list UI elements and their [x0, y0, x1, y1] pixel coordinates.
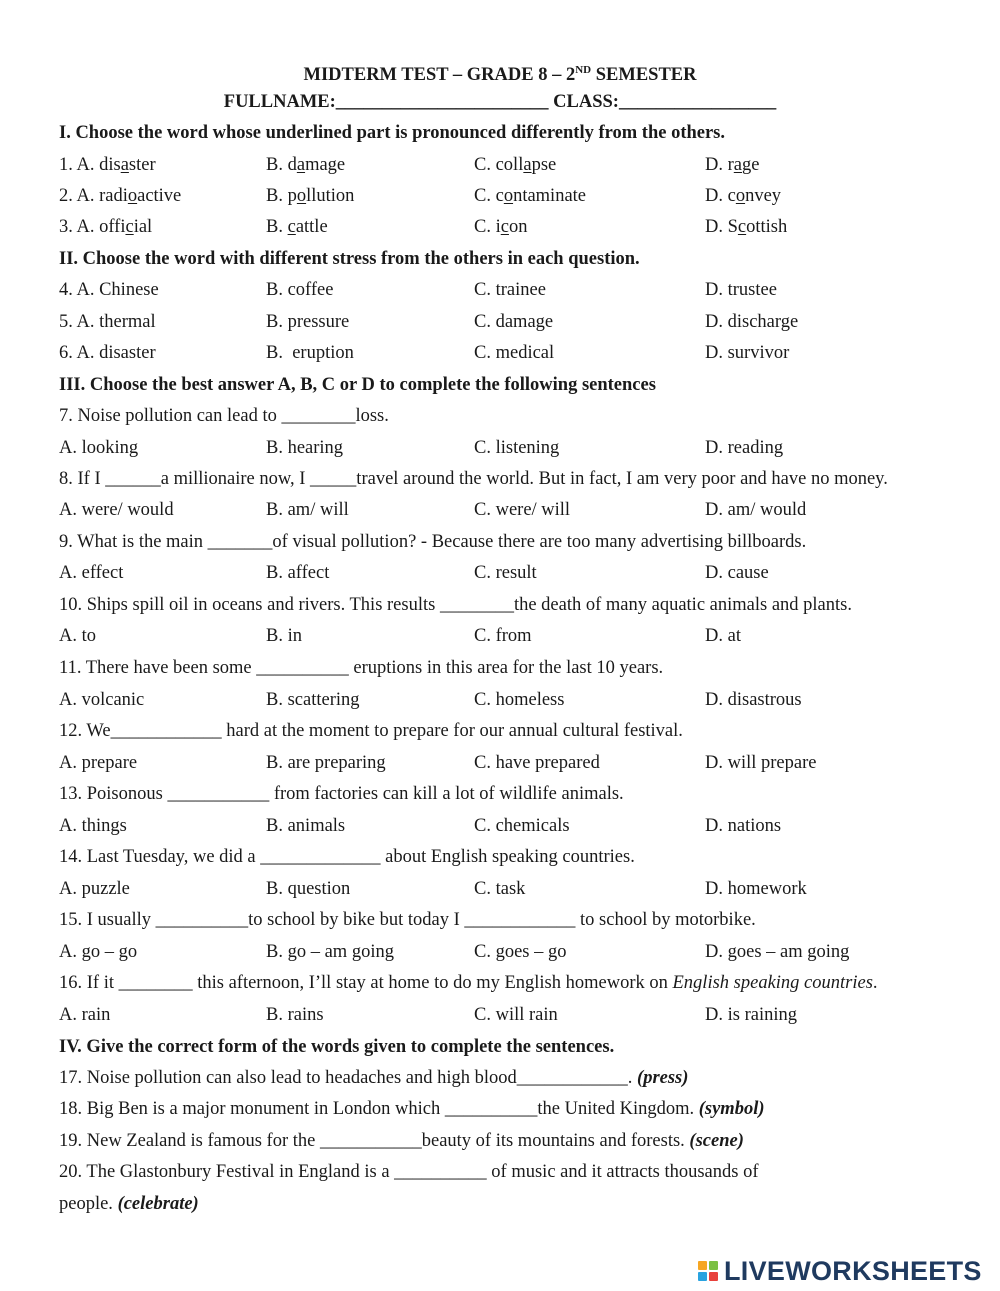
- option-16a: A. rain: [59, 1005, 111, 1025]
- question-13: 13. Poisonous ___________ from factories can kill a lot of wildlife animals.: [59, 784, 624, 804]
- liveworksheets-logo-text: LIVEWORKSHEETS: [724, 1255, 982, 1286]
- option-9a: A. effect: [59, 563, 124, 583]
- option-2c: C. contaminate: [474, 186, 587, 206]
- option-9b: B. affect: [266, 563, 330, 583]
- option-14d: D. homework: [705, 879, 807, 899]
- question-10: 10. Ships spill oil in oceans and rivers. This results ________the death of many aquatic animals and plants.: [59, 595, 852, 615]
- option-3b: B. cattle: [266, 217, 328, 237]
- option-3c: C. icon: [474, 217, 528, 237]
- question-8: 8. If I ______a millionaire now, I _____travel around the world. But in fact, I am very poor and have no money.: [59, 469, 888, 489]
- option-16b: B. rains: [266, 1005, 324, 1025]
- option-1a: 1. A. disaster: [59, 155, 156, 175]
- option-2d: D. convey: [705, 186, 782, 206]
- fullname-class-line: FULLNAME:_______________________ CLASS:_________________: [223, 92, 777, 112]
- option-13c: C. chemicals: [474, 816, 570, 836]
- option-4b: B. coffee: [266, 280, 334, 300]
- option-5d: D. discharge: [705, 312, 799, 332]
- section-4-heading: IV. Give the correct form of the words given to complete the sentences.: [59, 1037, 615, 1057]
- option-2b: B. pollution: [266, 186, 355, 206]
- option-13b: B. animals: [266, 816, 346, 836]
- option-13d: D. nations: [705, 816, 782, 836]
- option-15d: D. goes – am going: [705, 942, 850, 962]
- option-12c: C. have prepared: [474, 753, 600, 773]
- option-7b: B. hearing: [266, 438, 344, 458]
- section-1-heading: I. Choose the word whose underlined part is pronounced differently from the others.: [59, 123, 726, 143]
- question-20: 20. The Glastonbury Festival in England is a __________ of music and it attracts thousands of: [59, 1162, 759, 1182]
- option-15a: A. go – go: [59, 942, 138, 962]
- logo-square: [698, 1272, 707, 1281]
- option-11b: B. scattering: [266, 690, 360, 710]
- option-14c: C. task: [474, 879, 526, 899]
- option-14a: A. puzzle: [59, 879, 130, 899]
- option-15c: C. goes – go: [474, 942, 567, 962]
- option-8c: C. were/ will: [474, 500, 571, 520]
- section-3-heading: III. Choose the best answer A, B, C or D to complete the following sentences: [59, 375, 656, 395]
- option-12b: B. are preparing: [266, 753, 386, 773]
- option-10a: A. to: [59, 626, 96, 646]
- option-5c: C. damage: [474, 312, 554, 332]
- option-6b: B. eruption: [266, 343, 354, 363]
- logo-square: [709, 1261, 718, 1270]
- option-5a: 5. A. thermal: [59, 312, 156, 332]
- option-14b: B. question: [266, 879, 351, 899]
- option-7c: C. listening: [474, 438, 560, 458]
- question-14: 14. Last Tuesday, we did a _____________ about English speaking countries.: [59, 847, 635, 867]
- option-16c: C. will rain: [474, 1005, 558, 1025]
- option-10d: D. at: [705, 626, 741, 646]
- option-12a: A. prepare: [59, 753, 138, 773]
- option-15b: B. go – am going: [266, 942, 394, 962]
- option-13a: A. things: [59, 816, 127, 836]
- logo-square: [709, 1272, 718, 1281]
- option-1d: D. rage: [705, 155, 760, 175]
- option-16d: D. is raining: [705, 1005, 797, 1025]
- option-2a: 2. A. radioactive: [59, 186, 182, 206]
- section-2-heading: II. Choose the word with different stress from the others in each question.: [59, 249, 640, 269]
- question-19: 19. New Zealand is famous for the ___________beauty of its mountains and forests. (scene): [59, 1131, 744, 1151]
- option-9d: D. cause: [705, 563, 769, 583]
- option-12d: D. will prepare: [705, 753, 817, 773]
- option-6d: D. survivor: [705, 343, 790, 363]
- option-10c: C. from: [474, 626, 532, 646]
- logo-square: [698, 1261, 707, 1270]
- liveworksheets-logo-icon: [698, 1261, 718, 1281]
- option-5b: B. pressure: [266, 312, 350, 332]
- question-18: 18. Big Ben is a major monument in London which __________the United Kingdom. (symbol): [59, 1099, 765, 1119]
- option-11a: A. volcanic: [59, 690, 145, 710]
- question-12: 12. We____________ hard at the moment to prepare for our annual cultural festival.: [59, 721, 683, 741]
- option-6a: 6. A. disaster: [59, 343, 156, 363]
- option-11c: C. homeless: [474, 690, 565, 710]
- option-4c: C. trainee: [474, 280, 546, 300]
- option-7d: D. reading: [705, 438, 784, 458]
- question-9: 9. What is the main _______of visual pollution? - Because there are too many advertising billboards.: [59, 532, 807, 552]
- question-7: 7. Noise pollution can lead to ________loss.: [59, 406, 389, 426]
- option-6c: C. medical: [474, 343, 555, 363]
- question-20-continued: people. (celebrate): [59, 1194, 199, 1214]
- option-8b: B. am/ will: [266, 500, 349, 520]
- question-15: 15. I usually __________to school by bike but today I ____________ to school by motorbike.: [59, 910, 756, 930]
- option-1c: C. collapse: [474, 155, 557, 175]
- option-8a: A. were/ would: [59, 500, 174, 520]
- question-17: 17. Noise pollution can also lead to headaches and high blood____________. (press): [59, 1068, 689, 1088]
- question-16: 16. If it ________ this afternoon, I’ll stay at home to do my English homework on English speaking countries.: [59, 973, 878, 993]
- option-8d: D. am/ would: [705, 500, 807, 520]
- option-3a: 3. A. official: [59, 217, 153, 237]
- question-11: 11. There have been some __________ eruptions in this area for the last 10 years.: [59, 658, 664, 678]
- option-3d: D. Scottish: [705, 217, 788, 237]
- liveworksheets-logo: [698, 1256, 982, 1286]
- option-11d: D. disastrous: [705, 690, 802, 710]
- option-1b: B. damage: [266, 155, 346, 175]
- option-4a: 4. A. Chinese: [59, 280, 159, 300]
- option-9c: C. result: [474, 563, 537, 583]
- test-title: MIDTERM TEST – GRADE 8 – 2ND SEMESTER: [303, 64, 697, 86]
- option-7a: A. looking: [59, 438, 139, 458]
- option-10b: B. in: [266, 626, 302, 646]
- option-4d: D. trustee: [705, 280, 777, 300]
